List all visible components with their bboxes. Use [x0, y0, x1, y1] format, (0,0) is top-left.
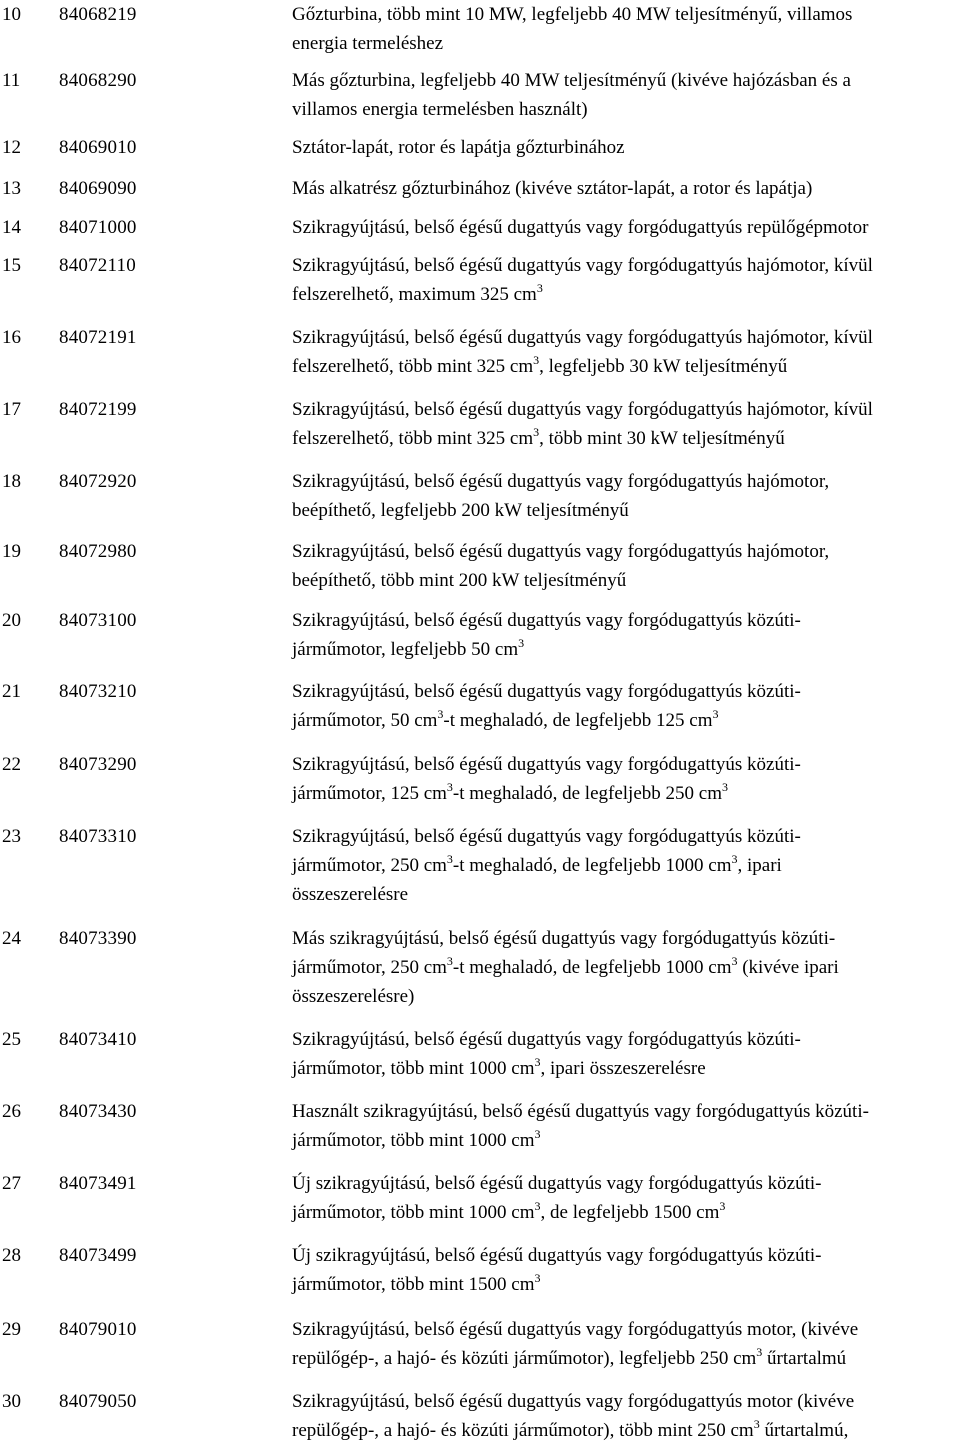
description-line [292, 66, 958, 95]
row-number: 14 [2, 217, 21, 238]
description-line [292, 467, 958, 496]
description-text: Szikragyújtású, belső égésű dugattyús vagy forgódugattyús hajómotor, kívül [292, 399, 873, 420]
superscript-exponent: 3 [446, 954, 453, 968]
row-code: 84073499 [59, 1245, 137, 1266]
row-description [292, 1387, 958, 1445]
superscript-exponent: 3 [533, 353, 540, 367]
description-text: Szikragyújtású, belső égésű dugattyús vagy forgódugattyús hajómotor, kívül [292, 327, 873, 348]
description-text: -t meghaladó, de legfeljebb 1000 cm [452, 957, 732, 978]
row-code: 84069090 [59, 178, 137, 199]
superscript-exponent: 3 [721, 780, 728, 794]
description-line [292, 635, 958, 664]
row-number: 10 [2, 4, 21, 25]
description-text: Más szikragyújtású, belső égésű dugattyús vagy forgódugattyús közúti- [292, 928, 836, 949]
description-text: járműmotor, több mint 1000 cm [292, 1130, 535, 1151]
superscript-exponent: 3 [756, 1345, 763, 1359]
row-code: 84073310 [59, 826, 137, 847]
row-description [292, 323, 958, 381]
description-line [292, 323, 958, 352]
superscript-exponent: 3 [753, 1417, 760, 1431]
description-text: (kivéve ipari [737, 957, 839, 978]
description-line [292, 1054, 958, 1083]
description-text: Szikragyújtású, belső égésű dugattyús vagy forgódugattyús közúti- [292, 681, 801, 702]
description-text: Szikragyújtású, belső égésű dugattyús vagy forgódugattyús közúti- [292, 610, 801, 631]
row-description [292, 213, 958, 242]
description-text: , legfeljebb 30 kW teljesítményű [539, 356, 788, 377]
row-number: 18 [2, 471, 21, 492]
description-text: repülőgép-, a hajó- és közúti járműmotor), több mint 250 cm [292, 1420, 754, 1441]
description-line [292, 537, 958, 566]
row-number: 12 [2, 137, 21, 158]
row-description [292, 606, 958, 664]
description-line [292, 213, 958, 242]
row-code: 84073390 [59, 928, 137, 949]
row-number: 30 [2, 1391, 21, 1412]
superscript-exponent: 3 [533, 425, 540, 439]
row-number: 22 [2, 754, 21, 775]
superscript-exponent: 3 [446, 780, 453, 794]
description-line [292, 1387, 958, 1416]
description-text: Szikragyújtású, belső égésű dugattyús vagy forgódugattyús motor (kivéve [292, 1391, 855, 1412]
row-number: 23 [2, 826, 21, 847]
superscript-exponent: 3 [534, 1271, 541, 1285]
row-code: 84073210 [59, 681, 137, 702]
row-number: 16 [2, 327, 21, 348]
superscript-exponent: 3 [518, 636, 525, 650]
description-line [292, 1315, 958, 1344]
description-line [292, 1126, 958, 1155]
description-text: Sztátor-lapát, rotor és lapátja gőzturbinához [292, 137, 625, 158]
description-line [292, 95, 958, 124]
superscript-exponent: 3 [731, 852, 738, 866]
row-code: 84072980 [59, 541, 137, 562]
description-text: Használt szikragyújtású, belső égésű dugattyús vagy forgódugattyús közúti- [292, 1101, 869, 1122]
description-text: járműmotor, 125 cm [292, 783, 447, 804]
description-text: beépíthető, legfeljebb 200 kW teljesítményű [292, 500, 629, 521]
row-code: 84071000 [59, 217, 137, 238]
row-number: 17 [2, 399, 21, 420]
description-text: felszerelhető, több mint 325 cm [292, 356, 534, 377]
superscript-exponent: 3 [534, 1127, 541, 1141]
row-description [292, 750, 958, 808]
row-number: 28 [2, 1245, 21, 1266]
description-line [292, 606, 958, 635]
row-number: 25 [2, 1029, 21, 1050]
row-description [292, 467, 958, 525]
description-line [292, 352, 958, 381]
row-code: 84069010 [59, 137, 137, 158]
description-line [292, 174, 958, 203]
description-text: járműmotor, 50 cm [292, 710, 438, 731]
description-text: Új szikragyújtású, belső égésű dugattyús vagy forgódugattyús közúti- [292, 1173, 822, 1194]
row-number: 21 [2, 681, 21, 702]
description-text: Más alkatrész gőzturbinához (kivéve sztátor-lapát, a rotor és lapátja) [292, 178, 813, 199]
description-line [292, 1416, 958, 1445]
description-line [292, 251, 958, 280]
row-description [292, 677, 958, 735]
description-text: Szikragyújtású, belső égésű dugattyús vagy forgódugattyús motor, (kivéve [292, 1319, 859, 1340]
row-description [292, 1169, 958, 1227]
description-line [292, 1270, 958, 1299]
row-description [292, 66, 958, 124]
description-text: járműmotor, 250 cm [292, 855, 447, 876]
description-line [292, 880, 958, 909]
description-text: -t meghaladó, de legfeljebb 1000 cm [452, 855, 732, 876]
description-line [292, 395, 958, 424]
row-code: 84068219 [59, 4, 137, 25]
description-line [292, 29, 958, 58]
row-number: 26 [2, 1101, 21, 1122]
row-number: 19 [2, 541, 21, 562]
description-line [292, 953, 958, 982]
row-number: 11 [2, 70, 21, 91]
row-code: 84072110 [59, 255, 136, 276]
row-description [292, 251, 958, 309]
row-description [292, 133, 958, 162]
row-number: 29 [2, 1319, 21, 1340]
row-description [292, 537, 958, 595]
description-text: Szikragyújtású, belső égésű dugattyús vagy forgódugattyús hajómotor, [292, 471, 830, 492]
row-description [292, 1315, 958, 1373]
description-text: járműmotor, legfeljebb 50 cm [292, 639, 519, 660]
row-code: 84073491 [59, 1173, 137, 1194]
description-text: , ipari [737, 855, 782, 876]
description-line [292, 779, 958, 808]
row-code: 84073290 [59, 754, 137, 775]
description-line [292, 1198, 958, 1227]
description-text: Új szikragyújtású, belső égésű dugattyús vagy forgódugattyús közúti- [292, 1245, 822, 1266]
description-line [292, 706, 958, 735]
row-code: 84073430 [59, 1101, 137, 1122]
description-text: felszerelhető, több mint 325 cm [292, 428, 534, 449]
description-line [292, 1344, 958, 1373]
row-code: 84072199 [59, 399, 137, 420]
description-line [292, 677, 958, 706]
description-text: járműmotor, 250 cm [292, 957, 447, 978]
row-description [292, 822, 958, 909]
row-number: 15 [2, 255, 21, 276]
description-line [292, 750, 958, 779]
row-description [292, 924, 958, 1011]
description-line [292, 280, 958, 309]
description-text: Szikragyújtású, belső égésű dugattyús vagy forgódugattyús hajómotor, kívül [292, 255, 873, 276]
description-line [292, 924, 958, 953]
row-description [292, 395, 958, 453]
row-number: 20 [2, 610, 21, 631]
row-code: 84079010 [59, 1319, 137, 1340]
description-text: , ipari összeszerelésre [540, 1058, 706, 1079]
description-text: járműmotor, több mint 1000 cm [292, 1058, 535, 1079]
description-text: összeszerelésre [292, 884, 409, 905]
description-text: járműmotor, több mint 1500 cm [292, 1274, 535, 1295]
description-text: , de legfeljebb 1500 cm [540, 1202, 720, 1223]
superscript-exponent: 3 [534, 1199, 541, 1213]
row-code: 84073100 [59, 610, 137, 631]
superscript-exponent: 3 [536, 281, 543, 295]
row-code: 84079050 [59, 1391, 137, 1412]
superscript-exponent: 3 [446, 852, 453, 866]
description-text: -t meghaladó, de legfeljebb 250 cm [452, 783, 722, 804]
description-text: Szikragyújtású, belső égésű dugattyús vagy forgódugattyús repülőgépmotor [292, 217, 869, 238]
description-text: Gőzturbina, több mint 10 MW, legfeljebb 40 MW teljesítményű, villamos [292, 4, 853, 25]
row-code: 84072920 [59, 471, 137, 492]
row-number: 13 [2, 178, 21, 199]
row-description [292, 1241, 958, 1299]
row-description [292, 1025, 958, 1083]
description-text: űrtartalmú, [759, 1420, 849, 1441]
row-description [292, 0, 958, 58]
superscript-exponent: 3 [712, 707, 719, 721]
description-line [292, 982, 958, 1011]
description-line [292, 566, 958, 595]
description-text: Szikragyújtású, belső égésű dugattyús vagy forgódugattyús közúti- [292, 1029, 801, 1050]
description-text: energia termeléshez [292, 33, 444, 54]
description-text: , több mint 30 kW teljesítményű [539, 428, 785, 449]
description-text: beépíthető, több mint 200 kW teljesítményű [292, 570, 627, 591]
description-line [292, 1169, 958, 1198]
description-line [292, 496, 958, 525]
row-code: 84072191 [59, 327, 137, 348]
description-text: -t meghaladó, de legfeljebb 125 cm [443, 710, 713, 731]
description-text: űrtartalmú [762, 1348, 847, 1369]
description-text: összeszerelésre) [292, 986, 415, 1007]
description-text: Más gőzturbina, legfeljebb 40 MW teljesítményű (kivéve hajózásban és a [292, 70, 851, 91]
superscript-exponent: 3 [437, 707, 444, 721]
row-description [292, 1097, 958, 1155]
description-text: repülőgép-, a hajó- és közúti járműmotor), legfeljebb 250 cm [292, 1348, 757, 1369]
description-line [292, 0, 958, 29]
description-text: felszerelhető, maximum 325 cm [292, 284, 537, 305]
description-line [292, 1241, 958, 1270]
description-line [292, 133, 958, 162]
description-line [292, 822, 958, 851]
description-line [292, 1097, 958, 1126]
description-text: villamos energia termelésben használt) [292, 99, 588, 120]
superscript-exponent: 3 [534, 1055, 541, 1069]
description-text: Szikragyújtású, belső égésű dugattyús vagy forgódugattyús közúti- [292, 754, 801, 775]
description-text: Szikragyújtású, belső égésű dugattyús vagy forgódugattyús hajómotor, [292, 541, 830, 562]
description-line [292, 851, 958, 880]
row-number: 24 [2, 928, 21, 949]
description-text: járműmotor, több mint 1000 cm [292, 1202, 535, 1223]
row-description [292, 174, 958, 203]
row-code: 84068290 [59, 70, 137, 91]
row-code: 84073410 [59, 1029, 137, 1050]
superscript-exponent: 3 [719, 1199, 726, 1213]
superscript-exponent: 3 [731, 954, 738, 968]
description-line [292, 1025, 958, 1054]
description-text: Szikragyújtású, belső égésű dugattyús vagy forgódugattyús közúti- [292, 826, 801, 847]
description-line [292, 424, 958, 453]
row-number: 27 [2, 1173, 21, 1194]
